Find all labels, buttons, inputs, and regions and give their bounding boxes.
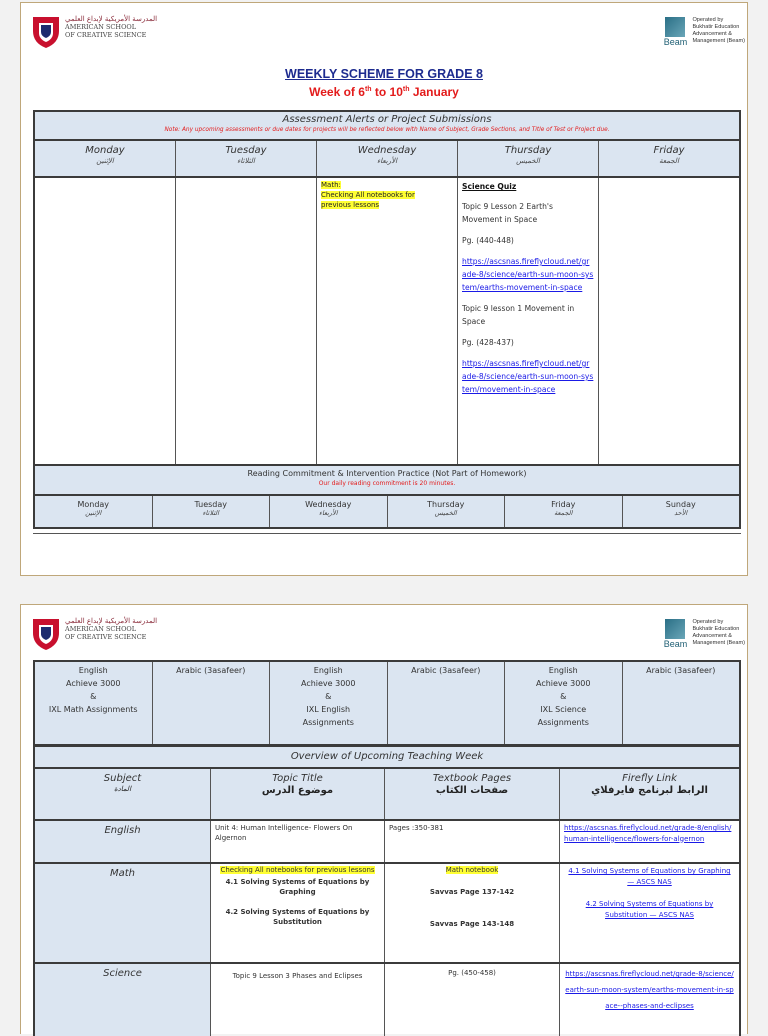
math-link-1[interactable]: 4.1 Solving Systems of Equations by Graphing — ASCS NAS [568,867,731,886]
science-pages: Pg. (450-458) [448,969,496,977]
science-topic: Topic 9 Lesson 3 Phases and Eclipses [232,972,363,980]
math-topic-highlight: Checking All notebooks for previous lessons [220,866,375,874]
cell-monday [35,178,176,464]
reading-day-friday: Friday الجمعة [505,496,623,527]
reading-commitment-header [33,464,741,496]
assignment-cell: English Achieve 3000 & IXL Math Assignments [35,662,153,744]
shield-icon [31,15,61,49]
school-name-arabic: المدرسة الأمريكية لإبداع العلمي [65,617,158,625]
assessment-body-row [33,178,741,464]
beam-logo [661,619,745,649]
table-row [33,821,741,864]
assignment-cell: English Achieve 3000 & IXL English Assignments [270,662,388,744]
beam-wordmark: Beam [663,37,688,47]
alerts-note: Note: Any upcoming assessments or due dates for projects will be reflected below with Name of Subject, Grade Sections, and Title of Test or Project due. [164,127,610,133]
operator-text: Operated by Bukhatir Education Advancement & Management (Beam) [692,619,745,646]
shield-icon [31,617,61,651]
reading-day-wednesday: Wednesday الأربعاء [270,496,388,527]
quiz-link-1[interactable]: https://ascsnas.fireflycloud.net/grade-8/science/earth-sun-moon-system/earths-movement-in-space [462,257,594,292]
subject-science: Science [35,964,211,1036]
quiz-link-2[interactable]: https://ascsnas.fireflycloud.net/grade-8/science/earth-sun-moon-system/movement-in-space [462,359,594,394]
reading-heading: Reading Commitment & Intervention Practice (Not Part of Homework) [247,469,527,478]
reading-day-tuesday: Tuesday الثلاثاء [153,496,271,527]
quiz-pages-1: Pg. (440-448) [462,236,514,245]
school-name-line2: OF CREATIVE SCIENCE [65,633,147,641]
day-monday: Monday الإثنين [35,141,176,176]
reading-day-monday: Monday الإثنين [35,496,153,527]
assignment-cell: Arabic (3asafeer) [646,666,716,675]
cell-thursday [458,178,599,464]
page-1 [20,2,748,576]
math-pages-1: Savvas Page 137-142 [429,888,515,896]
cell-wednesday [317,178,458,464]
week-subtitle: Week of 6th to 10th January [309,85,459,99]
day-friday: Friday الجمعة [653,145,685,165]
math-link-2[interactable]: 4.2 Solving Systems of Equations by Substitution — ASCS NAS [585,900,714,919]
school-name-arabic: المدرسة الأمريكية لإبداع العلمي [65,15,158,23]
col-subject: Subject المادة [35,769,211,819]
assignment-cell: Arabic (3asafeer) [388,662,506,744]
school-logo [31,15,157,49]
math-topic-2: 4.2 Solving Systems of Equations by Substitution [225,908,370,926]
alerts-heading: Assessment Alerts or Project Submissions [282,114,492,125]
school-logo [31,617,157,651]
col-textbook-pages: Textbook Pages صفحات الكتاب [385,769,560,819]
wednesday-math-note: Math: Checking All notebooks for previous lessons [321,181,415,209]
assignment-cell: English Achieve 3000 & IXL Science Assignments [505,662,623,744]
school-name-line1: AMERICAN SCHOOL [65,23,137,31]
math-pages-2: Savvas Page 143-148 [429,920,515,928]
quiz-pages-2: Pg. (428-437) [462,338,514,347]
assignment-cell: Arabic (3asafeer) [153,662,271,744]
reading-day-thursday: Thursday الخميس [388,496,506,527]
table-row [33,964,741,1036]
day-tuesday: Tuesday الثلاثاء [176,141,317,176]
beam-icon [665,17,685,37]
col-topic-title: Topic Title موضوع الدرس [211,769,385,819]
day-thursday: Thursday الخميس [458,141,599,176]
divider [33,533,741,534]
beam-wordmark: Beam [663,639,688,649]
school-name-line1: AMERICAN SCHOOL [65,625,137,633]
english-firefly-link[interactable]: https://ascsnas.fireflycloud.net/grade-8/english/human-intelligence/flowers-for-algernon [564,824,732,843]
page-title: WEEKLY SCHEME FOR GRADE 8 [285,67,483,81]
cell-tuesday [176,178,317,464]
english-pages: Pages :350-381 [389,824,444,832]
overview-heading: Overview of Upcoming Teaching Week [33,745,741,769]
school-name-line2: OF CREATIVE SCIENCE [65,31,147,39]
reading-days-row [33,496,741,529]
page-2 [20,604,748,1034]
reading-note: Our daily reading commitment is 20 minutes. [318,480,456,487]
english-topic: Unit 4: Human Intelligence- Flowers On Algernon [215,824,353,842]
math-topic-1: 4.1 Solving Systems of Equations by Graphing [225,878,370,896]
beam-logo [661,17,745,47]
math-pages-highlight: Math notebook [445,866,499,874]
day-wednesday: Wednesday الأربعاء [317,141,458,176]
operator-text: Operated by Bukhatir Education Advancement & Management (Beam) [692,17,745,44]
cell-friday [599,178,739,464]
reading-day-sunday: Sunday الأحد [665,500,696,517]
science-quiz-title: Science Quiz [462,182,517,191]
assignments-row [33,660,741,746]
assessment-alerts-header [33,110,741,141]
table-row [33,864,741,964]
beam-icon [665,619,685,639]
col-firefly-link: Firefly Link الرابط لبرنامج فايرفلاي [591,773,708,796]
overview-table-header [33,769,741,821]
weekday-header-row [33,141,741,178]
science-firefly-link[interactable]: https://ascsnas.fireflycloud.net/grade-8/science/earth-sun-moon-system/earths-movement-in-space--phases-and-eclipses [565,970,734,1010]
quiz-topic-1: Topic 9 Lesson 2 Earth's Movement in Space [462,202,553,224]
quiz-topic-2: Topic 9 lesson 1 Movement in Space [462,304,575,326]
subject-english: English [35,821,211,862]
subject-math: Math [35,864,211,962]
